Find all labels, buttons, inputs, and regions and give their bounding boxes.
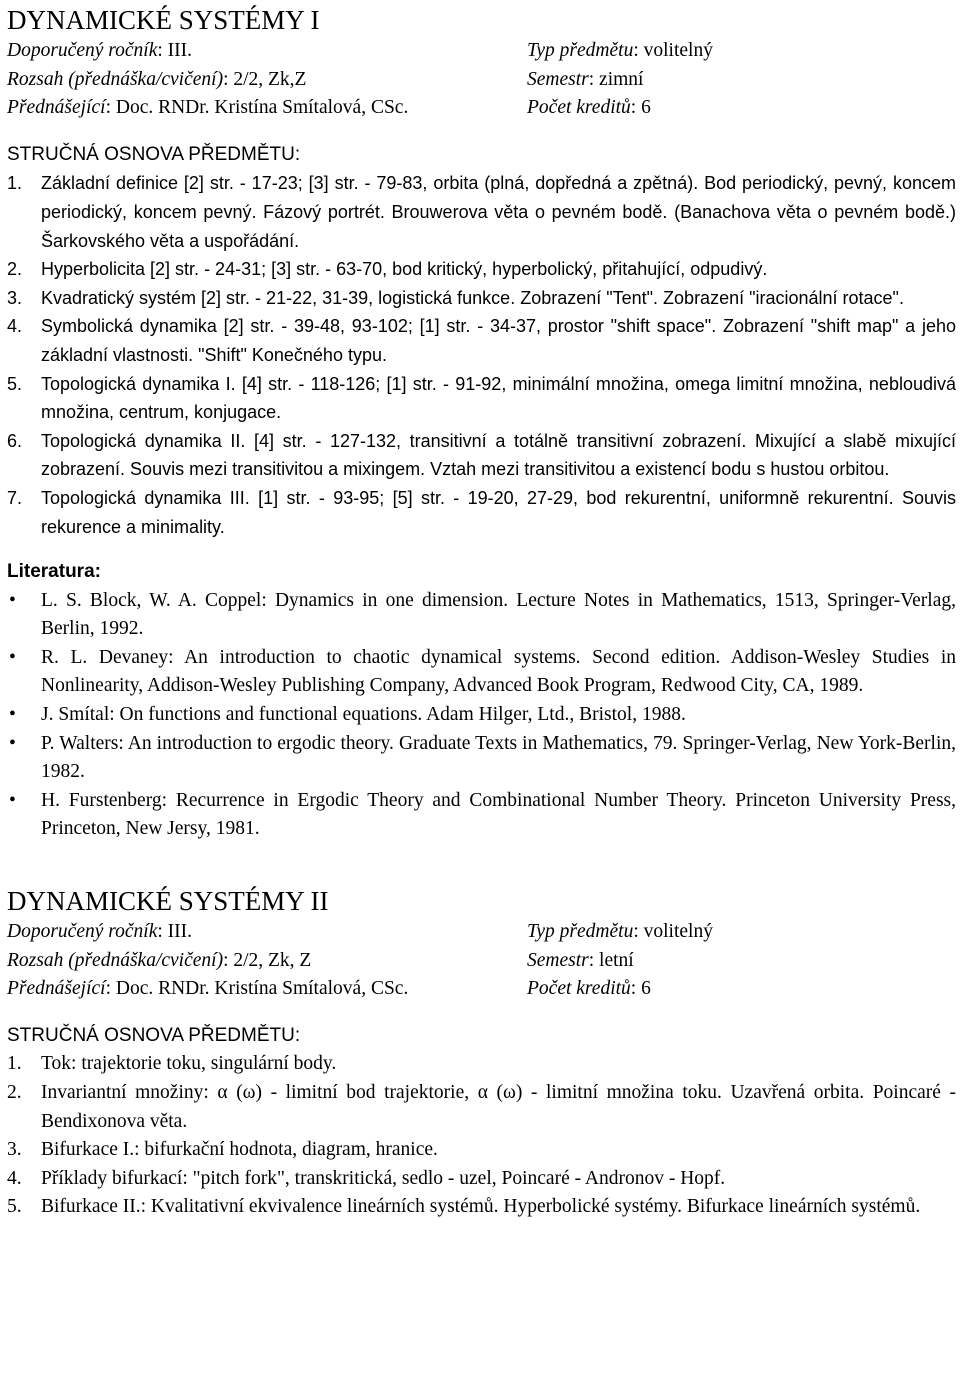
bullet-icon: • [9, 732, 16, 754]
meta-value: : Doc. RNDr. Kristína Smítalová, CSc. [105, 97, 409, 119]
outline-number: 3. [7, 287, 23, 308]
meta-value: : letní [588, 949, 634, 971]
meta-label: Rozsah (přednáška/cvičení) [7, 949, 224, 971]
literature-text: H. Furstenberg: Recurrence in Ergodic Theory and Combinational Number Theory. Princeton University Press, Princeton, New Jersy, 1981. [41, 789, 956, 840]
outline-item [7, 370, 956, 427]
outline-text: Topologická dynamika II. [4] str. - 127-132, transitivní a totálně transitivní zobrazení. Mixující a slabě mixující zobrazení. Souvis mezi transitivitou a mixingem. Vztah mezi transitivitou a existencí bodu s hustou orbitou. [41, 430, 956, 480]
meta-label: Rozsah (přednáška/cvičení) [7, 68, 224, 90]
outline-item [7, 427, 956, 484]
outline-number: 1. [7, 1053, 22, 1075]
meta-label: Typ předmětu [527, 40, 634, 61]
meta-value: : Doc. RNDr. Kristína Smítalová, CSc. [105, 978, 409, 1000]
course-section-1 [7, 0, 956, 844]
outline-number: 4. [7, 1167, 22, 1189]
literature-heading: Literatura: [7, 561, 101, 583]
outline-number: 6. [7, 430, 23, 451]
outline-item [7, 1079, 956, 1136]
outline-heading: STRUČNÁ OSNOVA PŘEDMĚTU: [7, 1024, 301, 1046]
outline-item [7, 1165, 956, 1194]
meta-label: Přednášející [7, 97, 106, 119]
course-title: DYNAMICKÉ SYSTÉMY I [7, 5, 320, 35]
meta-label: Semestr [527, 68, 589, 90]
meta-value: : volitelný [633, 921, 713, 943]
literature-text: J. Smítal: On functions and functional equations. Adam Hilger, Ltd., Bristol, 1988. [41, 704, 686, 726]
literature-item [7, 587, 956, 644]
meta-value: : III. [157, 40, 193, 61]
bullet-icon: • [9, 646, 16, 668]
meta-value: : zimní [588, 68, 644, 90]
outline-item [7, 1193, 956, 1222]
outline-text: Symbolická dynamika [2] str. - 39-48, 93-102; [1] str. - 34-37, prostor "shift space". Zobrazení "shift map" a jeho základní vlastnosti. "Shift" Konečného typu. [41, 316, 956, 365]
outline-text: Topologická dynamika III. [1] str. - 93-95; [5] str. - 19-20, 27-29, bod rekurentní, uniformně rekurentní. Souvis rekurence a minimality. [41, 487, 956, 537]
meta-row [7, 947, 956, 976]
meta-value: : 2/2, Zk, Z [223, 949, 312, 971]
literature-item [7, 644, 956, 701]
meta-value: : volitelný [633, 40, 713, 61]
literature-item [7, 787, 956, 844]
outline-heading: STRUČNÁ OSNOVA PŘEDMĚTU: [7, 143, 301, 165]
bullet-icon: • [9, 704, 16, 726]
bullet-icon: • [9, 589, 16, 611]
course-section-2 [7, 881, 956, 1222]
outline-number: 4. [7, 316, 23, 337]
outline-text: Topologická dynamika I. [4] str. - 118-126; [1] str. - 91-92, minimální množina, omega limitní množina, nebloudivá množina, centrum, konjugace. [41, 373, 956, 423]
outline-text: Bifurkace II.: Kvalitativní ekvivalence lineárních systémů. Hyperbolické systémy. Bifurkace lineárních systémů. [41, 1196, 921, 1218]
literature-list [7, 587, 956, 844]
outline-item [7, 312, 956, 369]
outline-text: Invariantní množiny: α (ω) - limitní bod trajektorie, α (ω) - limitní množina toku. Uzavřená orbita. Poincaré - Bendixonova věta. [41, 1082, 956, 1132]
outline-item [7, 169, 956, 255]
outline-text: Tok: trajektorie toku, singulární body. [41, 1053, 337, 1075]
meta-label: Typ předmětu [527, 921, 634, 943]
meta-value: : 2/2, Zk,Z [223, 68, 307, 90]
meta-value: : 6 [630, 97, 651, 119]
outline-number: 5. [7, 1196, 22, 1218]
outline-number: 5. [7, 373, 23, 394]
outline-list [7, 1050, 956, 1222]
outline-number: 1. [7, 173, 23, 194]
course-title: DYNAMICKÉ SYSTÉMY II [7, 886, 329, 917]
meta-row [7, 37, 956, 66]
outline-item [7, 1136, 956, 1165]
outline-item [7, 284, 956, 313]
meta-row [7, 66, 956, 95]
course-meta [7, 918, 956, 1004]
meta-row [7, 94, 956, 123]
outline-item [7, 1050, 956, 1079]
literature-item [7, 701, 956, 730]
meta-label: Počet kreditů [527, 97, 631, 119]
literature-text: P. Walters: An introduction to ergodic theory. Graduate Texts in Mathematics, 79. Springer-Verlag, New York-Berlin, 1982. [41, 732, 956, 783]
course-meta [7, 37, 956, 123]
bullet-icon: • [9, 789, 16, 811]
outline-text: Základní definice [2] str. - 17-23; [3] str. - 79-83, orbita (plná, dopředná a zpětná). Bod periodický, pevný, koncem periodický, koncem pevný. Fázový portrét. Brouwerova věta o pevném bodě. (Banachova věta o pevném bodě.) Šarkovského věta a uspořádání. [41, 173, 956, 251]
outline-number: 2. [7, 1082, 22, 1103]
outline-item [7, 255, 956, 284]
outline-number: 3. [7, 1139, 22, 1161]
literature-text: L. S. Block, W. A. Coppel: Dynamics in one dimension. Lecture Notes in Mathematics, 1513, Springer-Verlag, Berlin, 1992. [41, 589, 956, 640]
literature-item [7, 730, 956, 787]
outline-text: Kvadratický systém [2] str. - 21-22, 31-39, logistická funkce. Zobrazení "Tent". Zobrazení "iracionální rotace". [41, 287, 904, 308]
outline-text: Bifurkace I.: bifurkační hodnota, diagram, hranice. [41, 1139, 438, 1161]
meta-row [7, 975, 956, 1004]
meta-value: : III. [157, 921, 193, 943]
literature-text: R. L. Devaney: An introduction to chaotic dynamical systems. Second edition. Addison-Wesley Studies in Nonlinearity, Addison-Wesley Publishing Company, Advanced Book Program, Redwood City, CA, 1989. [41, 646, 956, 697]
meta-row [7, 918, 956, 947]
meta-value: : 6 [630, 978, 651, 1000]
meta-label: Doporučený ročník [7, 40, 158, 61]
outline-item [7, 484, 956, 541]
outline-number: 7. [7, 487, 23, 508]
outline-number: 2. [7, 259, 23, 280]
meta-label: Semestr [527, 949, 589, 971]
meta-label: Doporučený ročník [7, 921, 158, 943]
outline-list [7, 169, 956, 541]
meta-label: Počet kreditů [527, 978, 631, 1000]
meta-label: Přednášející [7, 978, 106, 1000]
outline-text: Příklady bifurkací: "pitch fork", transkritická, sedlo - uzel, Poincaré - Andronov - Hopf. [41, 1167, 726, 1189]
outline-text: Hyperbolicita [2] str. - 24-31; [3] str. - 63-70, bod kritický, hyperbolický, přitahující, odpudivý. [41, 259, 768, 280]
